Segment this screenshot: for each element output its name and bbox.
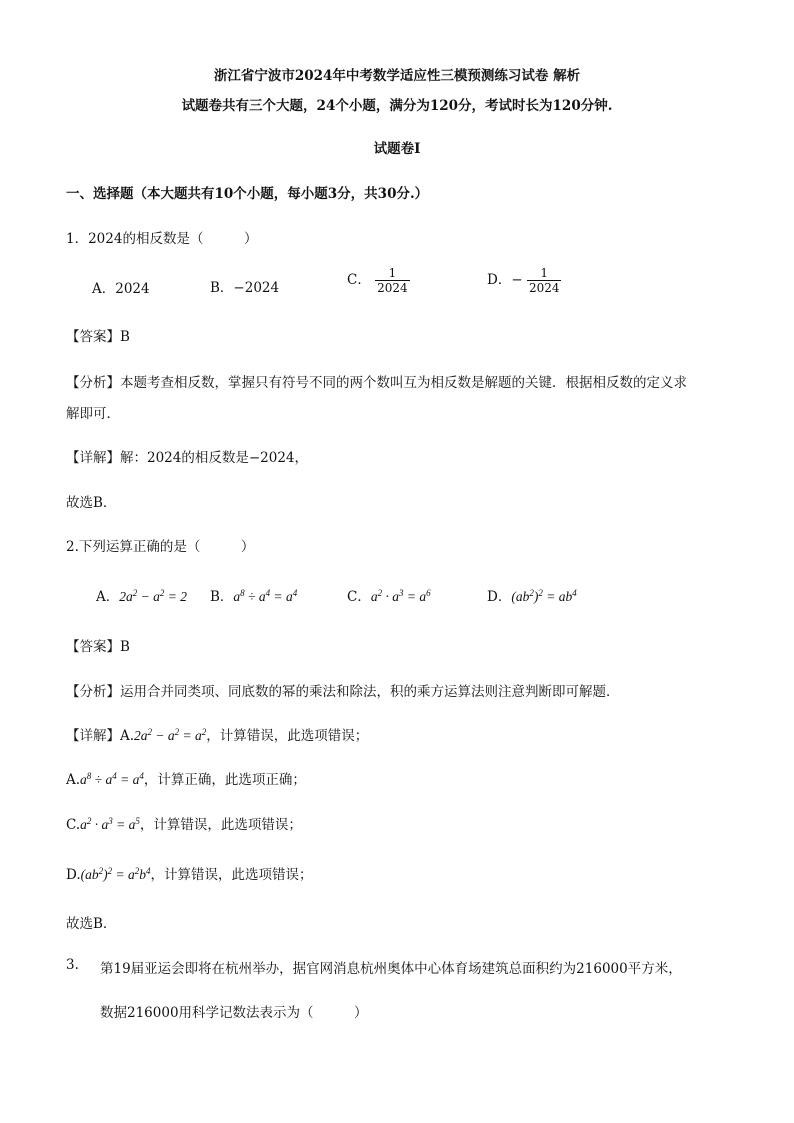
section-title: 试题卷Ⅰ <box>373 141 421 157</box>
q2-detail-c-text: ，计算错误，此选项错误； <box>139 817 302 833</box>
q2-detail-c-formula: $a^2 \cdot a^3 = a^5$ <box>80 816 140 832</box>
q1-option-c-fraction <box>375 266 410 295</box>
q2-detail-d <box>66 863 313 883</box>
q1-option-d-fraction <box>527 266 562 295</box>
q1-option-c-label: C． <box>347 272 371 288</box>
q2-detail-d-label: D. <box>66 867 81 883</box>
q2-analysis: 【分析】运用合并同类项、同底数的幂的乘法和除法，积的乘方运算法则注意判断即可解题． <box>66 684 620 700</box>
q2-detail-c-label: C. <box>66 817 81 833</box>
part1-heading: 一、选择题（本大题共有10个小题，每小题3分，共30分.） <box>66 186 429 202</box>
q2-detail-b-formula: $a^8 \div a^4 = a^4$ <box>80 771 144 787</box>
q2-option-a-label: A． <box>96 589 120 605</box>
q2-detail-a <box>66 724 368 744</box>
q2-detail-b <box>66 768 306 788</box>
q1-detail: 【详解】解：2024的相反数是−2024， <box>66 450 309 466</box>
q2-detail-d-text: ，计算错误，此选项错误； <box>150 867 313 883</box>
q2-option-b-formula: $a^8 \div a^4 = a^4$ <box>233 588 298 604</box>
q1-option-c-numerator: 1 <box>388 266 397 280</box>
q2-stem: 2.下列运算正确的是（ ） <box>66 539 255 555</box>
q1-option-c-denominator: 2024 <box>377 281 408 295</box>
q1-option-d <box>487 266 561 295</box>
q1-option-c <box>347 266 410 295</box>
q2-detail-b-label: A. <box>66 772 81 788</box>
q1-answer: 【答案】B <box>66 329 130 345</box>
q2-option-d-label: D． <box>487 589 512 605</box>
q1-analysis-line2: 解即可． <box>66 406 120 422</box>
q1-option-d-denominator: 2024 <box>528 281 560 295</box>
q2-option-b <box>210 585 297 605</box>
q2-option-c <box>347 585 431 605</box>
q2-detail-b-text: ，计算正确，此选项正确； <box>143 772 306 788</box>
q2-option-d-formula: $(ab^2)^2 = ab^4$ <box>511 588 577 604</box>
q1-option-a: A．2024 <box>92 281 150 297</box>
q2-conclusion: 故选B． <box>66 916 117 932</box>
q2-option-c-formula: $a^2 \cdot a^3 = a^6$ <box>370 588 431 604</box>
document-title: 浙江省宁波市2024年中考数学适应性三模预测练习试卷 解析 <box>213 68 581 84</box>
q3-stem-line1: 第19届亚运会即将在杭州举办，据官网消息杭州奥体中心体育场建筑总面积约为216000平方米， <box>100 961 682 977</box>
q1-option-b: B．−2024 <box>210 280 280 296</box>
q2-option-a <box>96 585 187 605</box>
q2-detail-a-text: ，计算错误，此选项错误； <box>206 728 369 744</box>
q2-option-b-label: B． <box>210 589 234 605</box>
q2-detail-a-label: 【详解】A. <box>66 728 135 744</box>
q1-analysis-line1: 【分析】本题考查相反数，掌握只有符号不同的两个数叫互为相反数是解题的关键．根据相反数的定义求 <box>66 375 687 391</box>
q2-option-d <box>487 585 577 605</box>
q2-detail-c <box>66 813 302 833</box>
document-subtitle: 试题卷共有三个大题，24个小题，满分为120分，考试时长为120分钟. <box>181 98 613 114</box>
q1-option-d-label: D．− <box>487 272 523 288</box>
q2-option-a-formula: $2a^2 - a^2 = 2$ <box>119 588 187 604</box>
q2-detail-a-formula: $2a^2 - a^2 = a^2$ <box>134 727 207 743</box>
q3-stem-line2: 数据216000用科学记数法表示为（ ） <box>100 1005 368 1021</box>
q1-option-d-numerator: 1 <box>540 266 549 280</box>
q1-conclusion: 故选B． <box>66 495 117 511</box>
q2-detail-d-formula: $(ab^2)^2 = a^2b^4$ <box>80 866 151 882</box>
q2-answer: 【答案】B <box>66 639 130 655</box>
q3-number: 3. <box>66 957 79 973</box>
q2-option-c-label: C． <box>347 589 371 605</box>
q1-stem: 1．2024的相反数是（ ） <box>66 231 258 247</box>
